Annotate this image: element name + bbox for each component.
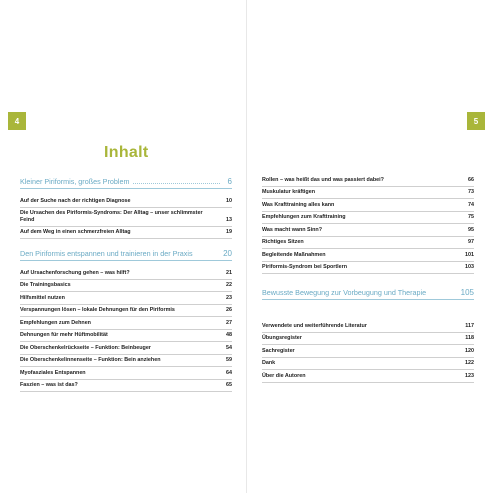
toc-entry bbox=[20, 355, 232, 368]
entry-title: Auf Ursachenforschung gehen – was hilft? bbox=[20, 269, 130, 276]
entry-page: 103 bbox=[465, 264, 474, 270]
entry-page: 73 bbox=[468, 189, 474, 195]
entry-page: 19 bbox=[226, 229, 232, 235]
entry-title: Muskulatur kräftigen bbox=[262, 189, 316, 195]
entry-title: Rollen – was heißt das und was passiert dabei? bbox=[262, 176, 384, 183]
entry-title: Piriformis-Syndrom bei Sportlern bbox=[262, 264, 348, 270]
chapter-page: 20 bbox=[223, 249, 232, 258]
toc-entry bbox=[262, 237, 474, 250]
entry-title: Über die Autoren bbox=[262, 372, 306, 379]
entry-page: 13 bbox=[226, 216, 232, 223]
toc-entry bbox=[262, 262, 474, 275]
toc-entry bbox=[20, 317, 232, 330]
entry-title: Die Oberschenkelinnenseite – Funktion: Bein anziehen bbox=[20, 357, 161, 363]
right-page-number: 5 bbox=[467, 112, 485, 130]
chapter-title: Bewusste Bewegung zur Vorbeugung und Therapie bbox=[262, 288, 427, 297]
entry-page: 95 bbox=[468, 226, 474, 233]
entry-page: 74 bbox=[468, 201, 474, 208]
entry-page: 122 bbox=[465, 360, 474, 366]
entry-title: Richtiges Sitzen bbox=[262, 239, 304, 245]
entry-title: Was macht wann Sinn? bbox=[262, 226, 323, 233]
entry-title: Verwendete und weiterführende Literatur bbox=[262, 322, 367, 329]
toc-entry bbox=[20, 330, 232, 343]
entry-title: Die Oberschenkelrückseite – Funktion: Beinbeuger bbox=[20, 344, 151, 351]
toc-entry bbox=[262, 199, 474, 212]
toc-entry bbox=[20, 208, 232, 227]
book-gutter bbox=[246, 0, 247, 493]
toc-entry bbox=[20, 342, 232, 355]
toc-entry bbox=[20, 280, 232, 293]
toc-entry bbox=[20, 227, 232, 240]
toc-entry bbox=[262, 370, 474, 383]
toc-entry bbox=[262, 174, 474, 187]
entry-page: 118 bbox=[465, 335, 474, 341]
entry-page: 54 bbox=[226, 344, 232, 351]
entry-page: 117 bbox=[465, 322, 474, 329]
entry-title: Dehnungen für mehr Hüftmobilität bbox=[20, 332, 108, 338]
entry-title: Auf dem Weg in einen schmerzfreien Alltag bbox=[20, 229, 131, 235]
chapter-page: 105 bbox=[460, 288, 474, 297]
toc-entry bbox=[262, 224, 474, 237]
entry-title: Empfehlungen zum Krafttraining bbox=[262, 214, 346, 220]
entry-page: 48 bbox=[226, 332, 232, 338]
entry-title: Begleitende Maßnahmen bbox=[262, 251, 326, 258]
toc-entry bbox=[262, 358, 474, 371]
entry-page: 75 bbox=[468, 214, 474, 220]
entry-page: 26 bbox=[226, 307, 232, 313]
entry-page: 120 bbox=[465, 347, 474, 354]
chapter-page: 6 bbox=[227, 177, 232, 186]
entry-page: 21 bbox=[226, 269, 232, 276]
entry-title: Übungsregister bbox=[262, 335, 302, 341]
entry-page: 27 bbox=[226, 319, 232, 326]
left-toc-column bbox=[20, 177, 232, 392]
toc-entry bbox=[262, 333, 474, 346]
entry-page: 59 bbox=[226, 357, 232, 363]
entry-page: 10 bbox=[226, 197, 232, 204]
entry-title: Die Ursachen des Piriformis-Syndroms: Der Alltag – unser schlimmster Feind bbox=[20, 210, 203, 223]
entry-title: Dank bbox=[262, 360, 276, 366]
dot-leader bbox=[133, 183, 219, 184]
toc-entry bbox=[20, 292, 232, 305]
toc-entry bbox=[262, 320, 474, 333]
toc-entry bbox=[20, 367, 232, 380]
toc-entry bbox=[262, 187, 474, 200]
entry-title: Sachregister bbox=[262, 347, 295, 354]
entry-page: 66 bbox=[468, 176, 474, 183]
entry-title: Myofasziales Entspannen bbox=[20, 369, 86, 376]
entry-page: 97 bbox=[468, 239, 474, 245]
toc-entry bbox=[20, 305, 232, 318]
entry-title: Was Krafttraining alles kann bbox=[262, 201, 335, 208]
entry-page: 64 bbox=[226, 369, 232, 376]
entry-page: 123 bbox=[465, 372, 474, 379]
entry-title: Die Trainingsbasics bbox=[20, 282, 71, 288]
entry-title: Verspannungen lösen – lokale Dehnungen für den Piriformis bbox=[20, 307, 175, 313]
entry-page: 65 bbox=[226, 382, 232, 388]
entry-title: Faszien – was ist das? bbox=[20, 382, 78, 388]
chapter-heading bbox=[262, 288, 474, 300]
entry-title: Hilfsmittel nutzen bbox=[20, 294, 65, 301]
entry-title: Empfehlungen zum Dehnen bbox=[20, 319, 91, 326]
right-toc-column bbox=[262, 174, 474, 383]
toc-entry bbox=[262, 249, 474, 262]
chapter-heading bbox=[20, 249, 232, 261]
toc-entry bbox=[262, 345, 474, 358]
left-page-number: 4 bbox=[8, 112, 26, 130]
toc-entry bbox=[20, 380, 232, 393]
chapter-heading bbox=[20, 177, 232, 189]
chapter-title: Den Piriformis entspannen und trainieren in der Praxis bbox=[20, 249, 193, 258]
toc-entry bbox=[262, 212, 474, 225]
entry-page: 101 bbox=[465, 251, 474, 258]
entry-title: Auf der Suche nach der richtigen Diagnose bbox=[20, 197, 131, 204]
chapter-title: Kleiner Piriformis, großes Problem bbox=[20, 177, 130, 186]
toc-title: Inhalt bbox=[104, 144, 149, 161]
toc-entry bbox=[20, 267, 232, 280]
entry-page: 23 bbox=[226, 294, 232, 301]
entry-page: 22 bbox=[226, 282, 232, 288]
toc-entry bbox=[20, 195, 232, 208]
